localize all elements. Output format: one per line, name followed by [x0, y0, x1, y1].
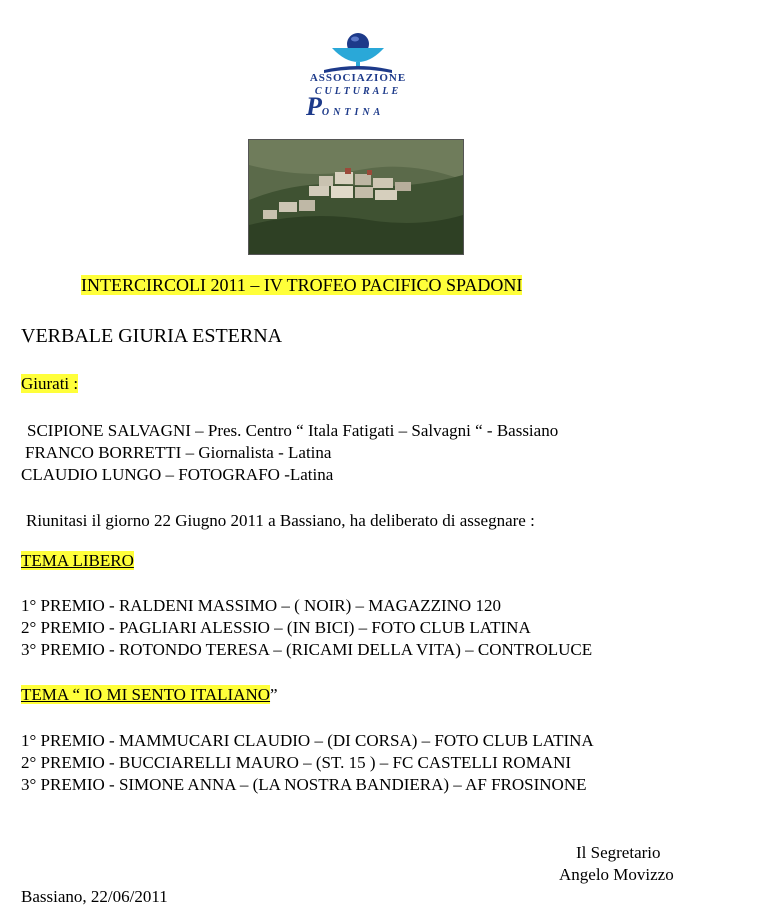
section-1-heading: [21, 551, 134, 571]
hill-town-photo-icon: [249, 140, 463, 254]
section-2-heading-text: TEMA “ IO MI SENTO ITALIANO: [21, 685, 271, 704]
logo-initial: P: [306, 92, 322, 121]
jurors-heading: [21, 374, 78, 394]
landscape-photo: [248, 139, 464, 255]
logo-line-1: ASSOCIAZIONE: [309, 72, 407, 84]
document-subtitle: VERBALE GIURIA ESTERNA: [21, 325, 283, 347]
section-1-prize-1: 1° PREMIO - RALDENI MASSIMO – ( NOIR) – MAGAZZINO 120: [21, 596, 501, 615]
logo-line-3-rest: ONTINA: [321, 107, 385, 118]
document-title: [81, 275, 522, 296]
section-2-heading: [21, 685, 278, 705]
logo-line-3: [306, 92, 416, 122]
association-logo: [300, 28, 416, 120]
section-1-prize-3: 3° PREMIO - ROTONDO TERESA – (RICAMI DELLA VITA) – CONTROLUCE: [21, 640, 593, 659]
signature-role: Il Segretario: [576, 843, 661, 862]
juror-1: SCIPIONE SALVAGNI – Pres. Centro “ Itala Fatigati – Salvagni “ - Bassiano: [27, 421, 559, 440]
jurors-heading-text: Giurati :: [21, 374, 79, 393]
section-2-prize-2: 2° PREMIO - BUCCIARELLI MAURO – (ST. 15 ) – FC CASTELLI ROMANI: [21, 753, 572, 772]
section-2-prize-1: 1° PREMIO - MAMMUCARI CLAUDIO – (DI CORSA) – FOTO CLUB LATINA: [21, 731, 594, 750]
juror-3: CLAUDIO LUNGO – FOTOGRAFO -Latina: [21, 465, 334, 484]
meeting-statement: Riunitasi il giorno 22 Giugno 2011 a Bassiano, ha deliberato di assegnare :: [26, 511, 535, 530]
section-2-heading-tail: ”: [270, 685, 278, 704]
juror-2: FRANCO BORRETTI – Giornalista - Latina: [25, 443, 332, 462]
signature-name: Angelo Movizzo: [559, 865, 674, 884]
logo-line-2: CULTURALE: [314, 86, 402, 97]
place-date: Bassiano, 22/06/2011: [21, 887, 168, 906]
document-title-text: INTERCIRCOLI 2011 – IV TROFEO PACIFICO SPADONI: [81, 275, 523, 295]
section-2-prize-3: 3° PREMIO - SIMONE ANNA – (LA NOSTRA BANDIERA) – AF FROSINONE: [21, 775, 587, 794]
section-1-heading-text: TEMA LIBERO: [21, 551, 134, 570]
section-1-prize-2: 2° PREMIO - PAGLIARI ALESSIO – (IN BICI) – FOTO CLUB LATINA: [21, 618, 531, 637]
